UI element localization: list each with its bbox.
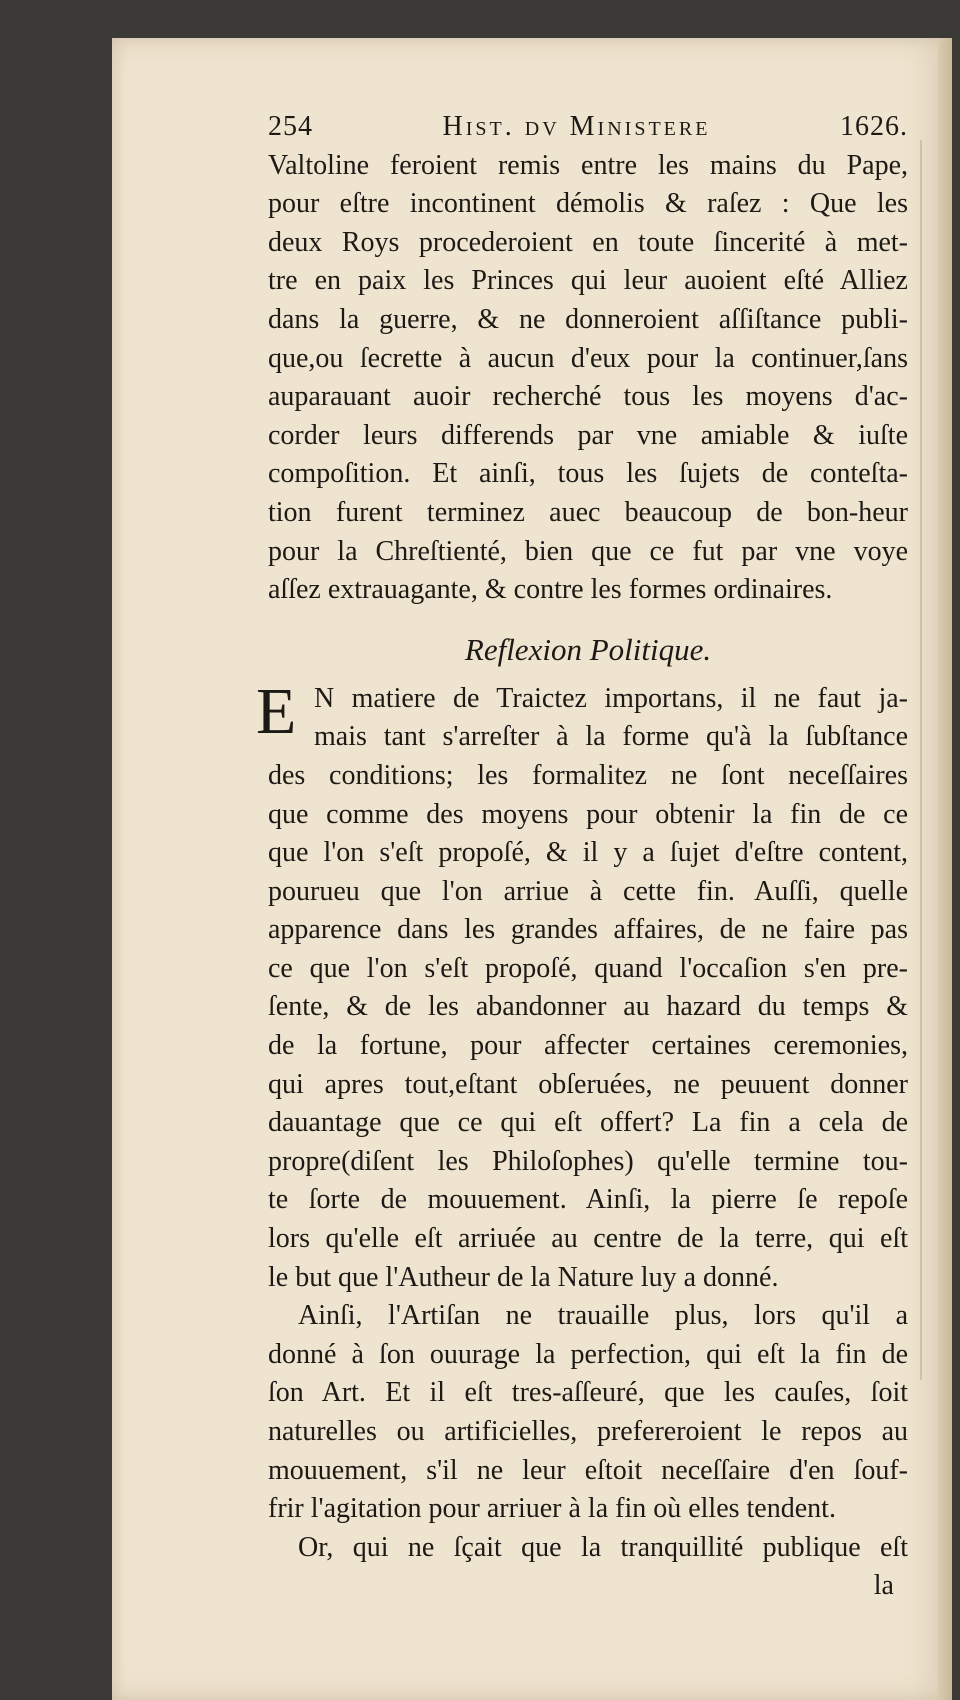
paragraph-4	[268, 1529, 908, 1568]
text-line: frir l'agitation pour arriuer à la fin où elles tendent.	[268, 1493, 836, 1525]
text-line: dans la guerre, & ne donneroient aſſiſtance publi-	[268, 303, 908, 335]
text-line: ſon Art. Et il eſt tres-aſſeuré, que les cauſes, ſoit	[268, 1377, 908, 1409]
text-line: ce que l'on s'eſt propoſé, quand l'occaſion s'en pre-	[268, 952, 908, 984]
text-line: donné à ſon ouurage la perfection, qui eſt la fin de	[268, 1338, 908, 1370]
text-line: que l'on s'eſt propoſé, & il y a ſujet d'eſtre content,	[268, 837, 908, 869]
text-line: deux Roys procederoient en toute ſincerité à met-	[268, 226, 908, 258]
text-line: le but que l'Autheur de la Nature luy a donné.	[268, 1261, 779, 1293]
text-line: Ainſi, l'Artiſan ne trauaille plus, lors qu'il a	[298, 1300, 908, 1332]
paragraph-2	[256, 674, 908, 1298]
text-line: pourueu que l'on arriue à cette fin. Auſſi, quelle	[268, 875, 908, 907]
drop-cap: E	[256, 674, 297, 748]
catchword: la	[873, 1570, 894, 1602]
text-line: corder leurs differends par vne amiable & iuſte	[268, 419, 908, 451]
text-line: que,ou ſecrette à aucun d'eux pour la continuer,ſans	[268, 342, 908, 374]
text-line: Or, qui ne ſçait que la tranquillité publique eſt	[298, 1531, 908, 1563]
text-line: des conditions; les formalitez ne ſont neceſſaires	[268, 759, 908, 791]
paragraph-1	[268, 147, 908, 610]
running-header	[268, 108, 908, 147]
text-line: de la fortune, pour affecter certaines ceremonies,	[268, 1030, 908, 1062]
running-title: Hist. dv Ministere	[442, 111, 711, 142]
text-line: ſente, & de les abandonner au hazard du temps &	[268, 991, 908, 1023]
section-heading: Reflexion Politique.	[464, 631, 712, 667]
text-line: que comme des moyens pour obtenir la fin de ce	[268, 798, 908, 830]
text-line: compoſition. Et ainſi, tous les ſujets de conteſta-	[268, 458, 908, 490]
text-line: te ſorte de mouuement. Ainſi, la pierre ſe repoſe	[268, 1184, 908, 1216]
page-fold-line	[920, 140, 922, 1380]
text-line: pour eſtre incontinent démolis & raſez : Que les	[268, 188, 908, 220]
text-line: dauantage que ce qui eſt offert? La fin a cela de	[268, 1107, 908, 1139]
page-edge	[938, 38, 952, 1700]
page-number: 254	[268, 111, 313, 142]
text-line: naturelles ou artificielles, prefereroient le repos au	[268, 1416, 908, 1447]
paragraph-3	[268, 1297, 908, 1529]
text-line: lors qu'elle eſt arriuée au centre de la terre, qui eſt	[268, 1223, 908, 1255]
text-line: qui apres tout,eſtant obſeruées, ne peuuent donner	[268, 1068, 908, 1100]
text-line: Valtoline feroient remis entre les mains du Pape,	[268, 149, 908, 181]
text-line: tion furent terminez auec beaucoup de bon-heur	[268, 496, 908, 528]
text-line: apparence dans les grandes affaires, de ne faire pas	[268, 914, 908, 946]
page-text-block	[256, 108, 908, 1606]
text-line: N matiere de Traictez importans, il ne faut ja-	[314, 682, 908, 714]
text-line: mouuement, s'il ne leur eſtoit neceſſaire d'en ſouf-	[268, 1454, 908, 1486]
year: 1626.	[839, 111, 908, 142]
text-line: tre en paix les Princes qui leur auoient eſté Alliez	[268, 265, 908, 297]
text-line: auparauant auoir recherché tous les moyens d'ac-	[268, 381, 908, 413]
text-line: propre(diſent les Philoſophes) qu'elle termine tou-	[268, 1145, 908, 1177]
text-line: aſſez extrauagante, & contre les formes ordinaires.	[268, 574, 833, 606]
text-line: pour la Chreſtienté, bien que ce fut par vne voye	[268, 535, 908, 567]
text-line: mais tant s'arreſter à la forme qu'à la ſubſtance	[314, 721, 908, 753]
